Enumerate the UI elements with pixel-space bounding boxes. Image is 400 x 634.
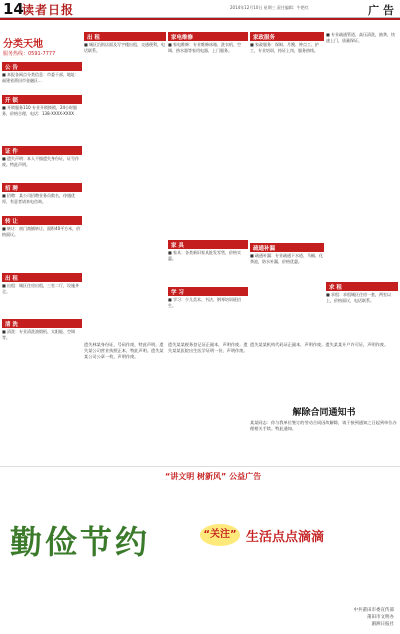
masthead-divider <box>0 18 400 20</box>
col4-text-1: ■ 求租：求租城区住房一套，两室以上，价格面议，电话联系。 <box>326 292 392 303</box>
page-number: 14 <box>3 0 24 18</box>
cat-jiaju: 家 具 <box>168 240 248 249</box>
col2-text-3: ■ 家具：各类新旧家具批发零售，价格实惠。 <box>168 250 242 261</box>
cat-shutong: 疏通补漏 <box>250 243 324 252</box>
cat-xuexi: 学 习 <box>168 287 248 296</box>
col1-text-1: ■ 本报各网点分类信息：市委干部，地址：福建省莆田市金融区... <box>2 72 80 83</box>
notice-col-3: 遗失某某机构代码证正副本，声明作废。遗失某某开户许可证，声明作废。 <box>250 342 389 347</box>
cat-jiazheng: 家政服务 <box>250 32 324 41</box>
ad-subtitle: 生活点点滴滴 <box>246 530 325 545</box>
col3-text-2: ■ 疏通补漏：专业疏通下水道、马桶、化粪池，防水补漏，价格优惠。 <box>250 253 324 264</box>
cat-zhengjian: 证 件 <box>2 146 82 155</box>
col1-text-7: ■ 清洗：专业清洗油烟机、太阳能、空调等。 <box>2 329 76 340</box>
col1-text-6: ■ 出租：城区住房出租，三室二厅，设施齐全。 <box>2 283 80 294</box>
notice-col-1: 遗失林某身份证，号码作废，特此声明。遗失某公司营业执照正本，特此声明。遗失某某公司公章一枚，声明作废。 <box>84 342 164 360</box>
contract-notice-title: 解除合同通知书 <box>292 408 356 418</box>
contract-notice-body: 某某同志：你与我单位签订的劳动合同因故解除，请于接到通知之日起到单位办理相关手续。特此通知。 <box>250 420 397 431</box>
col1-text-2: ■ 开锁服务110 专业开锁换锁，24小时服务，价格合理，电话：138-XXXX-XXXX <box>2 105 78 116</box>
col1-text-4: ■ 招聘：某公司招聘业务员数名，待遇优厚，有意者请来电咨询。 <box>2 193 76 204</box>
classified-banner <box>3 35 83 59</box>
sponsor-1: 中共莆田市委宣传部 <box>353 608 394 613</box>
cat-kaisuo: 开 锁 <box>2 95 82 104</box>
notice-col-2: 遗失某某税务登记证正副本，声明作废。遗失某某医院出生医学证明一份，声明作废。 <box>168 342 248 354</box>
col1-text-3: ■ 遗失声明：本人不慎遗失身份证，证号作废。特此声明。 <box>2 156 80 167</box>
cat-chuzu-2: 出 租 <box>84 32 166 41</box>
col3-text-1: ■ 家政服务：保姆、月嫂、钟点工、护工，专业培训，持证上岗，服务热线。 <box>250 42 320 53</box>
cat-jiadian: 家电维修 <box>168 32 248 41</box>
contract-notice <box>250 405 398 463</box>
issue-meta: 2014年12月10日 星期三 责任编辑：牛艳红 <box>230 5 309 10</box>
banner-phone: 服务热线：0591-7777 <box>3 51 56 57</box>
section-title: 广 告 <box>368 4 394 17</box>
masthead <box>0 0 400 18</box>
cat-zhaopin: 招 聘 <box>2 183 82 192</box>
banner-title: 分类天地 <box>3 39 43 50</box>
ad-headline: 勤俭节约 <box>10 523 151 561</box>
ad-slogan: “讲文明 树新风” 公益广告 <box>165 472 262 481</box>
sponsor-2: 莆田市文明办 <box>367 615 394 620</box>
ad-sponsors <box>354 607 395 628</box>
ad-quote-badge: “关注” <box>200 524 240 546</box>
sponsor-3: 湄洲日报社 <box>371 622 394 627</box>
cat-qiuzu: 求 租 <box>326 282 398 291</box>
newspaper-logo: 读者日报 <box>22 3 75 17</box>
cat-qingxi: 清 洗 <box>2 319 82 328</box>
col2-text-2: ■ 家电维修：专业维修冰箱、洗衣机、空调、热水器等家用电器，上门服务。 <box>168 42 242 53</box>
cat-zhuanrang: 转 让 <box>2 216 82 225</box>
cat-chuzu-1: 出 租 <box>2 273 82 282</box>
col1-text-5: ■ 转让：南门商铺转让，面积40平方米，价格面议。 <box>2 226 81 237</box>
public-service-ad <box>0 466 400 634</box>
col2-text-4: ■ 学习：少儿美术、书法、钢琴培训班招生。 <box>168 297 242 308</box>
cat-gonggao: 公 告 <box>2 62 82 71</box>
col2-text-1: ■ 城区沿街店面及写字楼出租，交通便利，电话联系。 <box>84 42 166 53</box>
col5-text-1: ■ 专业疏通管道，高压清洗，抽粪，快速上门，质量保证。 <box>326 32 396 43</box>
